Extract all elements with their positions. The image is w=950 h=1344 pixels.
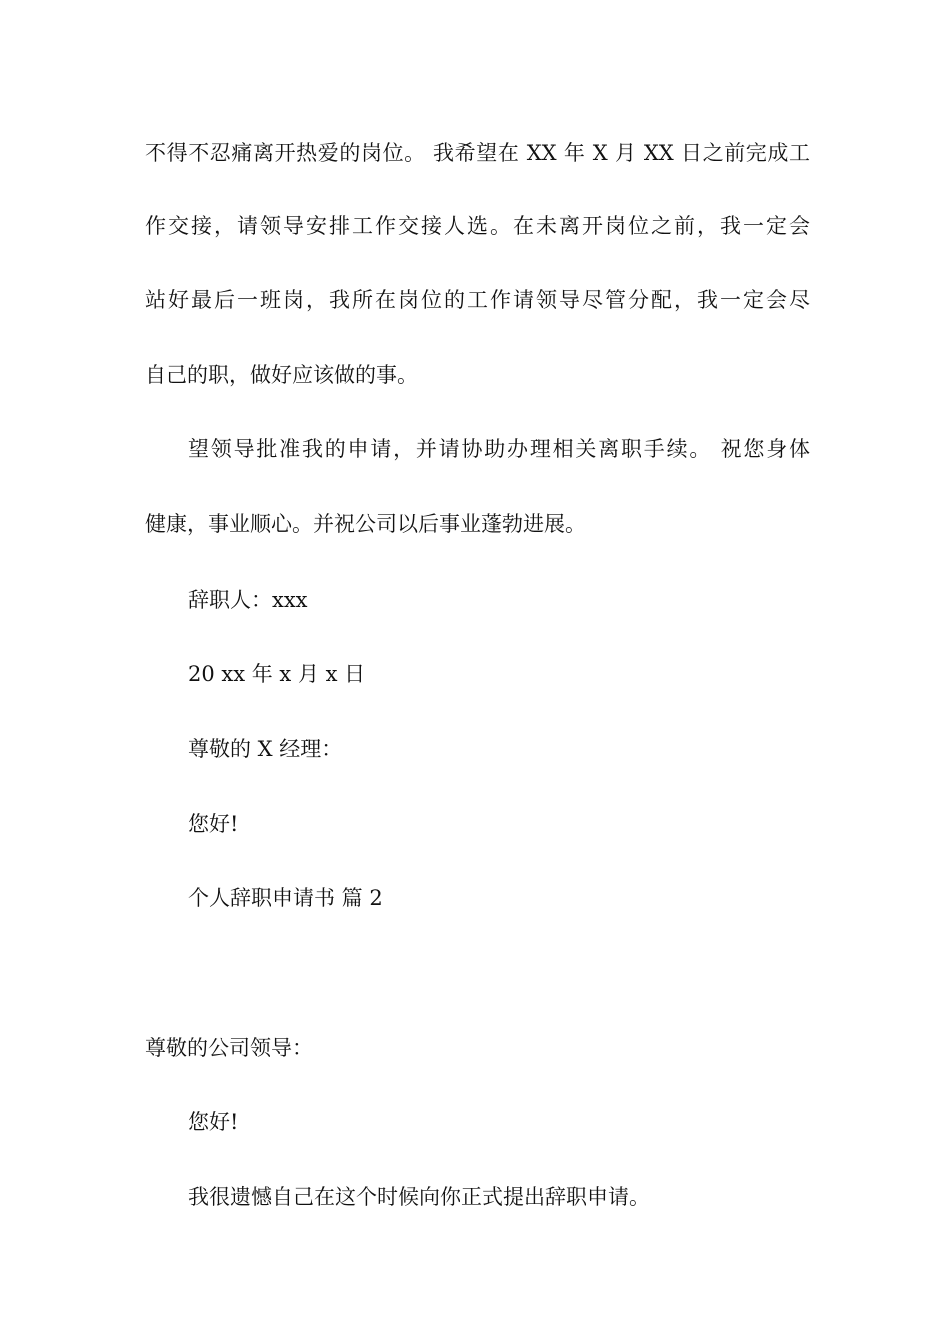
paragraph-line: 自己的职，做好应该做的事。 — [145, 363, 418, 387]
date-line: 20 xx 年 x 月 x 日 — [188, 662, 366, 686]
paragraph-line: 站好最后一班岗，我所在岗位的工作请领导尽管分配，我一定会尽 — [145, 288, 810, 312]
greeting-line: 您好! — [188, 812, 239, 836]
salutation-line: 尊敬的公司领导： — [145, 1036, 313, 1060]
greeting-line: 您好! — [188, 1110, 239, 1134]
section-title: 个人辞职申请书 篇 2 — [188, 886, 383, 910]
paragraph-line: 作交接，请领导安排工作交接人选。在未离开岗位之前，我一定会 — [145, 214, 810, 238]
paragraph-line: 我很遗憾自己在这个时候向你正式提出辞职申请。 — [188, 1185, 650, 1209]
paragraph-line: 健康，事业顺心。并祝公司以后事业蓬勃进展。 — [145, 512, 586, 536]
paragraph-line: 望领导批准我的申请，并请协助办理相关离职手续。 祝您身体 — [188, 437, 810, 461]
paragraph-line: 不得不忍痛离开热爱的岗位。 我希望在 XX 年 X 月 XX 日之前完成工 — [145, 141, 810, 165]
signer-line: 辞职人：xxx — [188, 588, 308, 612]
salutation-line: 尊敬的 X 经理： — [188, 737, 343, 761]
